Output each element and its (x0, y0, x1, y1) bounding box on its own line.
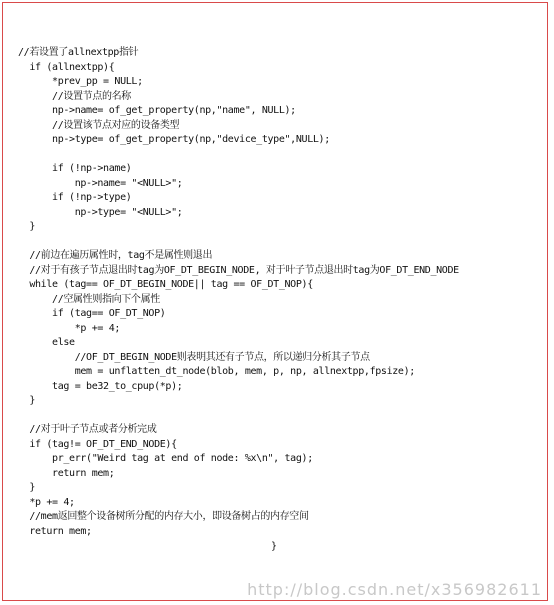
code-line: //mem返回整个设备树所分配的内存大小，即设备树占的内存空间 (18, 511, 309, 522)
code-line: *p += 4; (18, 496, 75, 508)
code-line (18, 148, 459, 163)
code-line: np->type= "<NULL>"; (18, 206, 183, 218)
code-line: } (18, 395, 36, 406)
code-line: *p += 4; (18, 322, 121, 334)
code-line: //前边在遍历属性时，tag不是属性则退出 (18, 250, 213, 261)
code-line: if (allnextpp){ (18, 61, 115, 73)
code-line: //OF_DT_BEGIN_NODE则表明其还有子节点，所以递归分析其子节点 (18, 351, 370, 363)
code-line: if (tag!= OF_DT_END_NODE){ (18, 438, 177, 450)
code-line: //若设置了allnextpp指针 (18, 47, 139, 58)
code-line: tag = be32_to_cpup(*p); (18, 380, 183, 392)
code-line: return mem; (18, 467, 115, 479)
closing-brace: } (271, 541, 278, 552)
code-line: //设置节点的名称 (18, 90, 131, 102)
code-line: else (18, 337, 75, 348)
code-line: np->name= "<NULL>"; (18, 177, 183, 189)
code-line: } (18, 221, 36, 232)
code-line: pr_err("Weird tag at end of node: %x\n", tag); (18, 453, 313, 464)
code-line: if (tag== OF_DT_NOP) (18, 308, 166, 319)
code-line: *prev_pp = NULL; (18, 76, 143, 87)
code-line: while (tag== OF_DT_BEGIN_NODE|| tag == OF_DT_NOP){ (18, 279, 313, 290)
code-line: //空属性则指向下个属性 (18, 293, 160, 305)
code-line (18, 409, 459, 424)
code-line: //对于有孩子节点退出时tag为OF_DT_BEGIN_NODE, 对于叶子节点退出时tag为OF_DT_END_NODE (18, 264, 459, 276)
watermark-url: http://blog.csdn.net/x356982611 (247, 580, 542, 599)
code-line (18, 235, 459, 250)
code-line: if (!np->type) (18, 192, 132, 203)
code-line: np->name= of_get_property(np,"name", NULL); (18, 105, 296, 116)
code-line: if (!np->name) (18, 163, 132, 174)
code-line: return mem; (18, 525, 92, 537)
code-line: } (18, 482, 36, 493)
code-line: mem = unflatten_dt_node(blob, mem, p, np, allnextpp,fpsize); (18, 366, 415, 377)
code-line: np->type= of_get_property(np,"device_type",NULL); (18, 134, 330, 145)
code-block (18, 46, 459, 539)
code-line: //对于叶子节点或者分析完成 (18, 424, 157, 435)
code-line: //设置该节点对应的设备类型 (18, 119, 180, 131)
